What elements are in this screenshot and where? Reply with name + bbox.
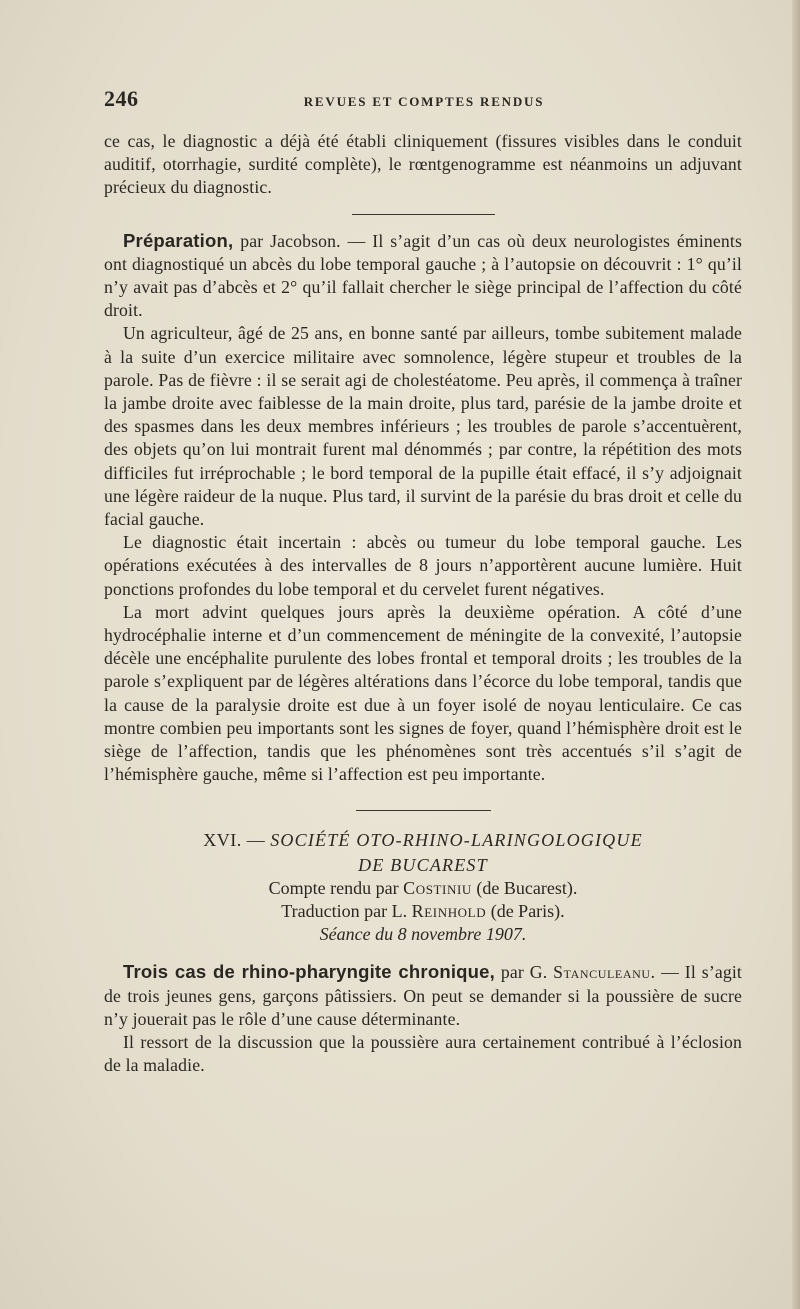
body-text xyxy=(104,130,742,1078)
article-paragraph xyxy=(104,960,742,1031)
diagnosis-paragraph: Le diagnostic était incertain : abcès ou tumeur du lobe temporal gauche. Les opérations exécutées à des intervalles de 8 jours n’apportèrent aucune lumière. Huit ponctions profondes du lobe temporal et du cervelet furent négatives. xyxy=(104,532,742,599)
running-head: REVUES ET COMPTES RENDUS xyxy=(303,94,545,109)
session-date: Séance du 8 novembre 1907. xyxy=(319,924,527,945)
preparation-title: Préparation, xyxy=(123,229,234,251)
article-title: Trois cas de rhino-pharyngite chronique, xyxy=(123,961,495,983)
section-title-line1: SOCIÉTÉ OTO-RHINO-LARINGOLOGIQUE xyxy=(270,830,643,851)
article-by: par G. xyxy=(495,962,554,983)
section-heading xyxy=(104,829,742,852)
preparation-paragraph xyxy=(104,229,742,323)
article-author: Stanculeanu xyxy=(553,962,651,983)
section-heading-line2 xyxy=(104,854,742,877)
article-conclusion: Il ressort de la discussion que la poussière aura certainement contribué à l’éclosion de la maladie. xyxy=(104,1032,742,1076)
separator-rule xyxy=(352,214,495,215)
translation-prefix: Traduction par L. xyxy=(281,901,412,922)
translation-author: Reinhold xyxy=(411,901,487,922)
translation-line xyxy=(104,900,742,923)
report-author: Costiniu xyxy=(403,878,472,899)
report-prefix: Compte rendu par xyxy=(268,878,404,899)
translation-suffix: (de Paris). xyxy=(486,901,565,922)
page-edge xyxy=(792,0,800,1309)
death-paragraph: La mort advint quelques jours après la deuxième opération. A côté d’une hydrocéphalie interne et d’un commencement de méningite de la convexité, l’autopsie décèle une encéphalite purulente des lobes frontal et temporal droits ; les troubles de la parole s’expliquent par de légères altérations dans l’écorce du lobe temporal, tandis que la cause de la paralysie droite est due à un foyer isolé de noyau lenticulaire. Ce cas montre combien peu importants sont les signes de foyer, quand l’hémisphère droit est le siège de l’affection, tandis que les phénomènes sont très accentués s’il s’agit de l’hémisphère gauche, même si l’affection est peu importante. xyxy=(104,601,742,785)
case-paragraph: Un agriculteur, âgé de 25 ans, en bonne santé par ailleurs, tombe subitement malade à la suite d’un exercice militaire avec somnolence, légère stupeur et troubles de la parole. Pas de fièvre : il se serait agi de cholestéatome. Peu après, il commença à traîner la jambe droite avec faiblesse de la main droite, plus tard, parésie de la jambe droite et des spasmes dans les deux membres inférieurs ; les troubles de parole s’accentuèrent, des objets qu’on lui montrait furent mal dénommés ; par contre, la répétition des mots difficiles fut irréprochable ; le bord temporal de la pupille était effacé, il s’y adjoignait une légère raideur de la nuque. Plus tard, il survint de la parésie du bras droit et celle du facial gauche. xyxy=(104,323,742,530)
report-suffix: (de Bucarest). xyxy=(471,878,578,899)
section-number: XVI. — xyxy=(203,830,271,851)
intro-paragraph: ce cas, le diagnostic a déjà été établi cliniquement (fissures visibles dans le conduit auditif, otorrhagie, surdité complète), le rœntgenogramme est néanmoins un adjuvant précieux du diagnostic. xyxy=(104,131,742,198)
report-line xyxy=(104,877,742,900)
section-separator-rule xyxy=(356,810,491,811)
section-title-line2: DE BUCAREST xyxy=(358,855,488,876)
preparation-body: par Jacobson. — Il s’agit d’un cas où deux neurologistes éminents ont diagnostiqué un abcès du lobe temporal gauche ; à l’autopsie on découvrit : 1° qu’il n’y avait pas d’abcès et 2° qu’il fallait chercher le siège principal de l’affection du côté droit. xyxy=(104,230,742,321)
page-header xyxy=(104,86,744,118)
article-body: . — Il s’agit de trois jeunes gens, garçons pâtissiers. On peut se demander si la poussière de sucre n’y jouerait pas le rôle d’une cause déterminante. xyxy=(104,962,742,1029)
page-number: 246 xyxy=(104,86,139,111)
